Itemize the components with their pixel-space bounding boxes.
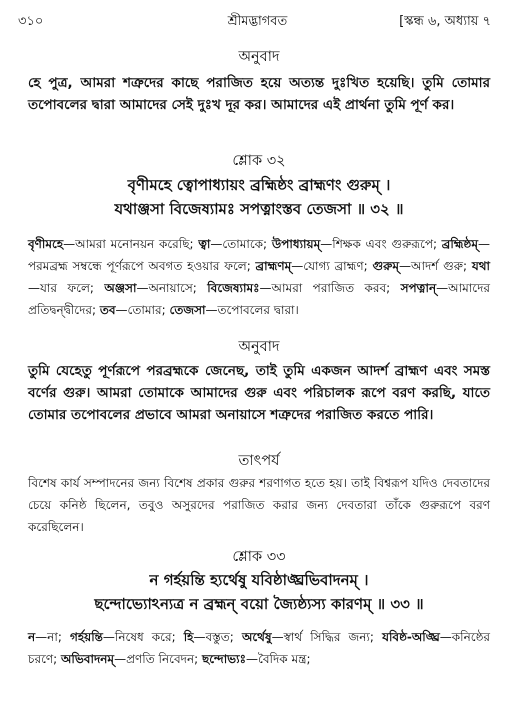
translation-heading: অনুবাদ [238,339,280,355]
synonym-meaning: —শিক্ষক এবং গুরুরূপে; [320,237,442,251]
synonym-meaning: —আমরা পরাজিত করব; [259,281,401,295]
synonym-word: অভিবাদনম্ [61,652,115,666]
synonym-meaning: —আমরা মনোনয়ন করেছি; [63,237,199,251]
synonym-meaning: —অনায়াসে; [136,281,208,295]
translation-heading: অনুবাদ [238,49,280,65]
synonym-word: তব [99,303,116,317]
synonym-meaning: —যোগ্য ব্রাহ্মণ; [291,259,373,273]
synonym-word: অর্থেষু [241,630,272,644]
synonyms-32 [28,233,490,321]
sloka-32-line-2: যথাঞ্জসা বিজেষ্যামঃ সপত্নাংস্তব তেজসা ॥ ৩২ ॥ [114,200,404,218]
sloka-33-line-2: ছন্দোভ্যোঽন্যত্র ন ব্রহ্মন্ বয়ো জ্যৈষ্ঠ্যস্য কারণম্ ॥ ৩৩ ॥ [94,595,424,613]
page-header [0,10,515,32]
synonyms-33 [28,626,490,670]
sloka-33-heading: শ্লোক ৩৩ [232,549,286,565]
synonym-meaning: —না; [35,630,70,644]
sloka-32-heading: শ্লোক ৩২ [232,153,286,169]
synonym-word: উপাধ্যায়ম্ [271,237,321,251]
page-number: ৩১০ [18,14,44,29]
translation-text: হে পুত্র, আমরা শত্রুদের কাছে পরাজিত হয়ে অত্যন্ত দুঃখিত হয়েছি। তুমি তোমার তপোবলের দ্বারা আমাদের সেই দুঃখ দূর কর। আমাদের এই প্রার্থনা তুমি পূর্ণ কর। [28,75,490,113]
sloka-32-line-1: বৃণীমহে ত্বোপাধ্যায়ং ব্রহ্মিষ্ঠং ব্রাহ্মণং গুরুম্ । [127,176,391,194]
purport-text: বিশেষ কার্য সম্পাদনের জন্য বিশেষ প্রকার গুরুর শরণাগত হতে হয়। তাই বিশ্বরূপ যদিও দেবতাদের চেয়ে কনিষ্ঠ ছিলেন, তবুও অসুরদের পরাজিত করার জন্য দেবতারা তাঁকে গুরুরূপে বরণ করেছিলেন। [28,476,490,534]
synonym-meaning: —বৈদিক মন্ত্র; [246,652,311,666]
synonym-word: গর্হয়ন্তি [69,630,103,644]
synonym-word: সপত্নান্ [400,281,437,295]
synonym-word: ন [28,630,36,644]
synonym-word: গুরুম্ [372,259,399,273]
sloka-33-line-1: ন গর্হয়ন্তি হ্যর্থেষু যবিষ্ঠাঙ্ঘ্রভিবাদনম্ । [149,571,369,589]
synonym-word: ত্বা [198,237,211,251]
synonym-meaning: —নিষেধ করে; [102,630,184,644]
synonym-word: অঞ্জসা [104,281,137,295]
synonym-word: হি [183,630,194,644]
synonym-meaning: —আদর্শ গুরু; [398,259,472,273]
chapter-reference: [স্কন্ধ ৬, অধ্যায় ৭ [399,14,491,29]
synonym-word: ছন্দোভ্যঃ [201,652,246,666]
synonym-word: বিজেষ্যামঃ [207,281,260,295]
synonym-meaning: —তোমার; [115,303,170,317]
synonym-meaning: —তোমাকে; [210,237,272,251]
purport-heading: তাৎপর্য [238,453,280,469]
translation-text: তুমি যেহেতু পূর্ণরূপে পরব্রহ্মকে জেনেছ, তাই তুমি একজন আদর্শ ব্রাহ্মণ এবং সমস্ত বর্ণের গুরু। আমরা তোমাকে আমাদের গুরু এবং পরিচালক রূপে বরণ করছি, যাতে তোমার তপোবলের প্রভাবে আমরা অনায়াসে শত্রুদের পরাজিত করতে পারি। [28,363,490,423]
synonym-word: তেজসা [169,303,206,317]
synonym-meaning: —তপোবলের দ্বারা। [205,303,299,317]
synonym-meaning: —প্রণতি নিবেদন; [114,652,202,666]
synonym-meaning: —যার ফলে; [28,281,105,295]
synonym-word: ব্রাহ্মণম্ [255,259,292,273]
synonym-meaning: —স্বার্থ সিদ্ধির জন্য; [271,630,383,644]
synonym-meaning: —আমাদের প্রতিদ্বন্দ্বীদের; [28,281,490,317]
synonym-meaning: —কনিষ্ঠের চরণে; [28,630,491,666]
synonym-word: ব্রহ্মিষ্ঠম্ [441,237,478,251]
synonym-word: বৃণীমহে [28,237,64,251]
synonym-meaning: —বস্তুত; [193,630,242,644]
synonym-meaning: —পরমব্রহ্ম সম্বন্ধে পূর্ণরূপে অবগত হওয়ার ফলে; [28,237,490,273]
synonym-word: যবিষ্ঠ-অঙ্ঘ্রি [382,630,440,644]
book-title: শ্রীমদ্ভাগবত [227,14,288,29]
synonym-word: যথা [471,259,490,273]
